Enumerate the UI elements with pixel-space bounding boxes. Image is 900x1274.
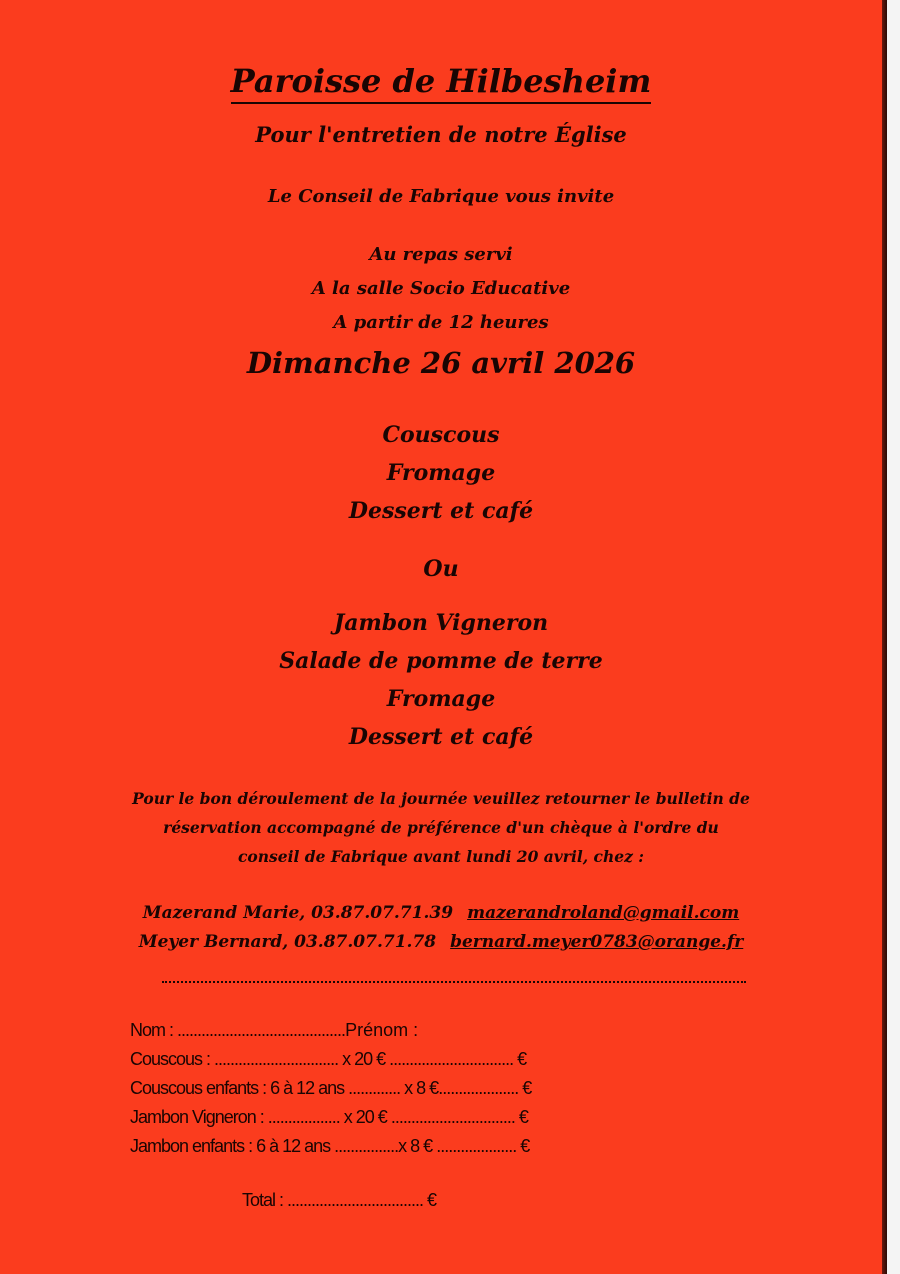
meal-served-line: Au repas servi: [369, 244, 513, 265]
form-couscous-row[interactable]: Couscous : ............................... x 20 € ............................... €: [130, 1049, 527, 1069]
page-margin: [887, 0, 900, 1274]
form-jambon-row[interactable]: Jambon Vigneron : .................. x 20 € ............................... €: [130, 1107, 528, 1127]
form-total-row[interactable]: Total : .................................. €: [242, 1190, 437, 1210]
invitation-line: Le Conseil de Fabrique vous invite: [267, 186, 615, 207]
contact-email[interactable]: bernard.meyer0783@orange.fr: [450, 932, 744, 952]
menu-item: Salade de pomme de terre: [279, 648, 603, 674]
menu-item: Dessert et café: [348, 724, 534, 750]
form-couscous-enfants-row[interactable]: Couscous enfants : 6 à 12 ans ............. x 8 €.................... €: [130, 1078, 532, 1098]
nom-field[interactable]: Nom : ..........................................: [130, 1020, 346, 1040]
reservation-note-line: Pour le bon déroulement de la journée veuillez retourner le bulletin de: [132, 789, 750, 808]
contact-email[interactable]: mazerandroland@gmail.com: [467, 903, 740, 923]
contact-name: Meyer Bernard, 03.87.07.71.78: [138, 932, 437, 952]
menu-item: Jambon Vigneron: [333, 610, 549, 636]
reservation-note-line: réservation accompagné de préférence d'un chèque à l'ordre du: [163, 818, 719, 837]
menu-item: Dessert et café: [348, 498, 534, 524]
menu-item: Fromage: [386, 686, 496, 712]
contact-name: Mazerand Marie, 03.87.07.71.39: [142, 903, 454, 923]
menu-item: Couscous: [382, 422, 500, 448]
subtitle: Pour l'entretien de notre Église: [255, 122, 627, 147]
prenom-field[interactable]: Prénom :: [345, 1020, 419, 1040]
parish-title: Paroisse de Hilbesheim: [0, 62, 882, 100]
time-line: A partir de 12 heures: [333, 312, 549, 333]
cut-line-divider: [162, 981, 746, 983]
contact-line: [0, 903, 882, 923]
reservation-note-line: conseil de Fabrique avant lundi 20 avril, chez :: [237, 847, 645, 866]
contact-line: [0, 932, 882, 952]
menu-item: Fromage: [386, 460, 496, 486]
event-date: Dimanche 26 avril 2026: [246, 346, 636, 380]
menu-separator: Ou: [423, 556, 459, 582]
form-name-row: [130, 1020, 900, 1041]
venue-line: A la salle Socio Educative: [311, 278, 571, 299]
form-jambon-enfants-row[interactable]: Jambon enfants : 6 à 12 ans ................x 8 € .................... €: [130, 1136, 530, 1156]
